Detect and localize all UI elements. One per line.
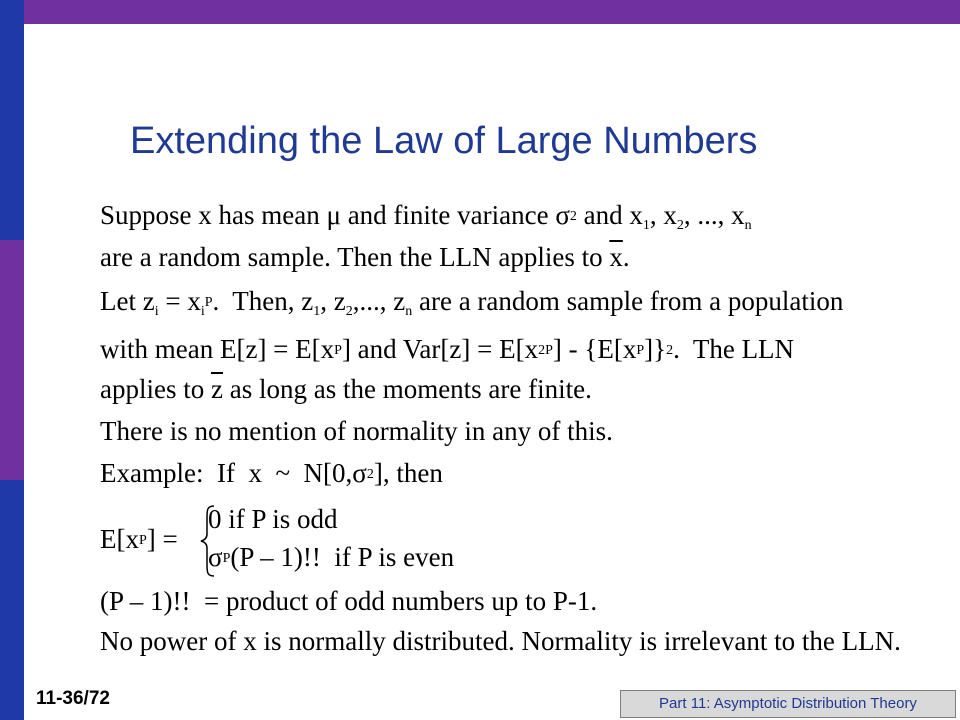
- body-line-6: There is no mention of normality in any of this.: [100, 416, 613, 446]
- top-accent-bar: [0, 0, 960, 24]
- body-line-7: Example: If x ~ $N[0,\sigma^2]$, then: [100, 458, 443, 488]
- cases-lhs: $E[x^P]$ =: [100, 524, 178, 554]
- body-line-3: Let $z_i = x_i^P$. Then, $z_1$, $z_2$,..., $z_n$ are a random sample from a population: [100, 286, 844, 319]
- left-accent-bar: [0, 0, 24, 720]
- case-odd: 0 if P is odd: [208, 504, 338, 534]
- body-line-5: applies to $\overline{z}$ as long as the moments are finite.: [100, 374, 592, 404]
- left-bar-segment-blue-top: [0, 0, 24, 240]
- case-even: $\sigma^P(P - 1)$!! if P is even: [208, 542, 455, 572]
- left-bar-segment-purple: [0, 240, 24, 480]
- body-line-9: (P – 1)!! = product of odd numbers up to P-1.: [100, 586, 598, 616]
- footer-label: Part 11: Asymptotic Distribution Theory: [620, 690, 956, 718]
- body-line-4: with mean $E[z] = E[x^P]$ and $Var[z] = E[x^{2P}] - \{E[x^P]\}^2$. The LLN: [100, 334, 795, 364]
- body-line-1: Suppose x has mean μ and finite variance $\sigma^2$ and $x_1$, $x_2$, ..., $x_n$: [100, 200, 752, 233]
- body-line-2: are a random sample. Then the LLN applies to $\overline{x}$.: [100, 242, 630, 272]
- slide-title: Extending the Law of Large Numbers: [130, 120, 758, 162]
- left-bar-segment-blue-bottom: [0, 480, 24, 720]
- body-line-10: No power of x is normally distributed. Normality is irrelevant to the LLN.: [100, 626, 901, 656]
- slide-number: 11-36/72: [36, 688, 110, 709]
